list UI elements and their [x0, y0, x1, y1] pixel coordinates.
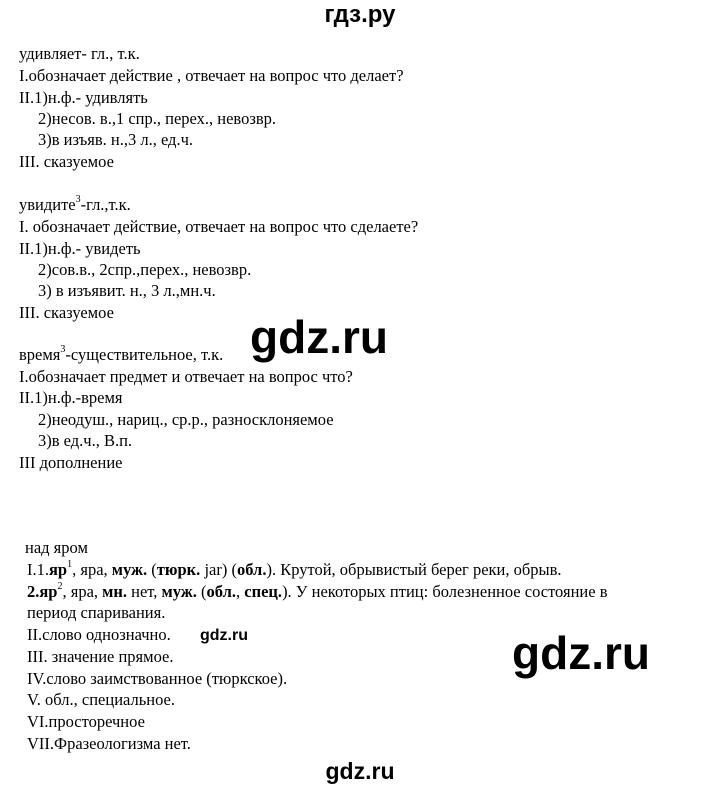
def2-t2: нет,	[127, 582, 162, 601]
def2-gender: муж.	[161, 582, 197, 601]
def1-sup: 1	[67, 559, 73, 570]
block2-line-2: 2)сов.в., 2спр.,перех., невозвр.	[38, 260, 252, 279]
watermark-small: gdz.ru	[200, 627, 248, 644]
block2-sup: 3	[75, 194, 81, 205]
block1-line-5: III. сказуемое	[19, 152, 114, 171]
def2-t4: ,	[236, 582, 245, 601]
block1-line-0: удивляет- гл., т.к.	[19, 44, 140, 63]
def1-t2: (	[147, 560, 157, 579]
def2-word: яр	[39, 582, 58, 601]
block2-heading	[19, 194, 131, 214]
def2-t1: , яра,	[62, 582, 103, 601]
definition-1	[27, 559, 562, 579]
block4-line-1: III. значение прямое.	[27, 647, 174, 666]
block2-line-4: III. сказуемое	[19, 303, 114, 322]
block1-line-4: 3)в изъяв. н.,3 л., ед.ч.	[38, 130, 194, 149]
site-header: гдз.ру	[324, 1, 396, 28]
block4-title: над яром	[25, 538, 88, 557]
block3-rest: -существительное, т.к.	[65, 345, 224, 364]
block3-line-2: 2)неодуш., нариц., ср.р., разносклоняемое	[38, 410, 334, 429]
block3-line-3: 3)в ед.ч., В.п.	[38, 431, 133, 450]
site-footer: gdz.ru	[325, 758, 395, 784]
def1-word: яр	[49, 560, 68, 579]
def1-gender: муж.	[111, 560, 148, 579]
def1-region: обл.	[236, 560, 267, 579]
def2-mn: мн.	[102, 582, 128, 601]
def1-num: I.1.	[27, 560, 49, 579]
def2-t5: ). У некоторых птиц: болезненное состояние в	[282, 582, 608, 601]
def2-region: обл.	[206, 582, 237, 601]
def1-t4: ). Крутой, обрывистый берег реки, обрыв.	[266, 560, 562, 579]
def2-spec: спец.	[244, 582, 283, 601]
block3-heading	[19, 344, 224, 364]
block4-line-4: VI.просторечное	[27, 712, 145, 731]
block2-word: увидите	[19, 195, 76, 214]
def1-t3: jar) (	[200, 560, 237, 579]
block2-line-0: I. обозначает действие, отвечает на вопрос что сделаете?	[19, 217, 419, 236]
def2-num: 2.	[27, 582, 40, 601]
block3-line-4: III дополнение	[19, 453, 123, 472]
block4-line-2: IV.слово заимствованное (тюркское).	[27, 669, 288, 688]
block2-line-1: II.1)н.ф.- увидеть	[19, 239, 141, 258]
block4-line-5: VII.Фразеологизма нет.	[27, 734, 191, 753]
watermark-large-2: gdz.ru	[512, 627, 650, 679]
block2-rest: -гл.,т.к.	[80, 195, 131, 214]
block3-line-1: II.1)н.ф.-время	[19, 388, 123, 407]
block3-sup: 3	[60, 344, 66, 355]
definition-2	[27, 581, 608, 601]
block2-line-3: 3) в изъявит. н., 3 л.,мн.ч.	[38, 281, 216, 300]
def1-lang: тюрк.	[156, 560, 201, 579]
def2-sup: 2	[57, 581, 63, 592]
block3-line-0: I.обозначает предмет и отвечает на вопрос что?	[19, 367, 353, 386]
block1-line-3: 2)несов. в.,1 спр., перех., невозвр.	[38, 109, 277, 128]
block4-line-3: V. обл., специальное.	[27, 690, 175, 709]
block1-line-1: I.обозначает действие , отвечает на вопрос что делает?	[19, 66, 404, 85]
definition-2-cont: период спаривания.	[27, 603, 166, 622]
def2-t3: (	[196, 582, 207, 601]
watermark-large-1: gdz.ru	[250, 311, 388, 363]
block4-line-0: II.слово однозначно.	[27, 625, 171, 644]
def1-t1: , яра,	[72, 560, 112, 579]
block1-line-2: II.1)н.ф.- удивлять	[19, 88, 148, 107]
block3-word: время	[19, 345, 61, 364]
